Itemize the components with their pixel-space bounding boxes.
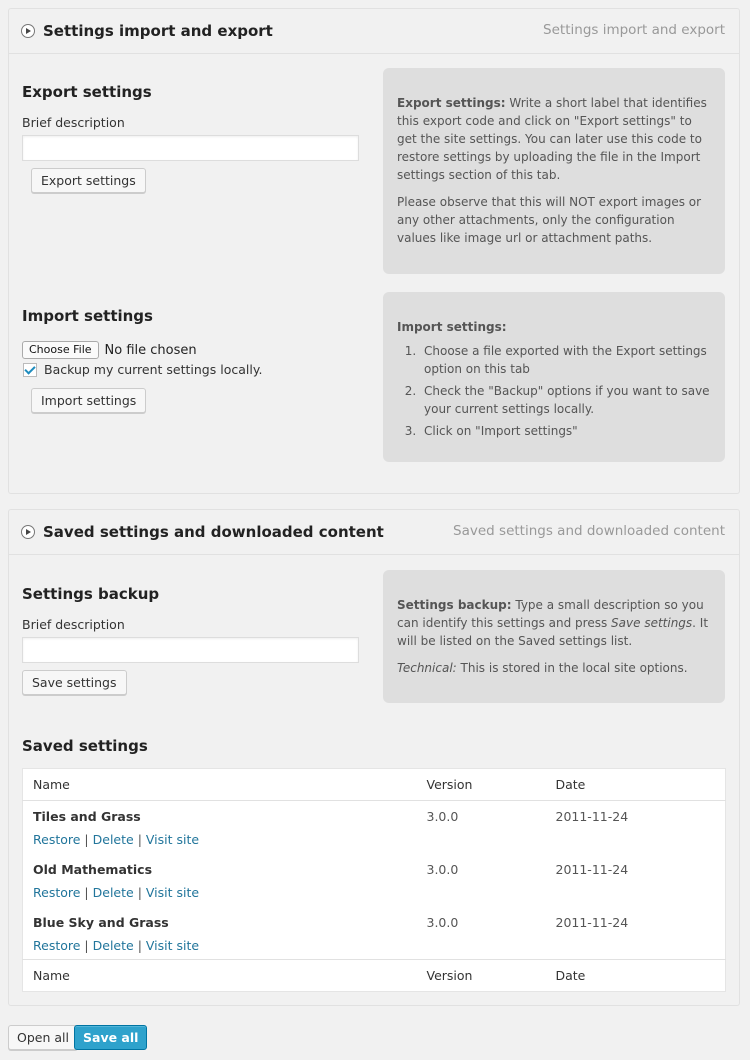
column-header-name[interactable]: Name <box>23 769 427 801</box>
backup-option <box>23 362 262 377</box>
import-heading: Import settings <box>22 307 153 325</box>
action-separator: | <box>137 832 142 847</box>
saved-settings-heading: Saved settings <box>22 737 148 755</box>
import-help-title: Import settings: <box>397 320 507 334</box>
file-chooser <box>22 341 197 359</box>
backup-help-technical: Technical: This is stored in the local site options. <box>397 661 688 675</box>
setting-name: Old Mathematics <box>33 861 153 877</box>
backup-description-input[interactable] <box>22 637 359 663</box>
open-all-button[interactable]: Open all <box>8 1025 78 1050</box>
action-separator: | <box>137 937 142 953</box>
table-row <box>23 854 726 907</box>
backup-help-box <box>383 570 725 703</box>
panel-subtitle: Settings import and export <box>543 22 725 38</box>
row-actions <box>33 938 427 953</box>
action-separator: | <box>84 884 89 900</box>
import-step: 1. Choose a file exported with the Export settings option on this tab <box>420 342 711 378</box>
import-export-panel <box>8 8 740 494</box>
row-actions <box>33 885 427 900</box>
export-description-label: Brief description <box>22 115 125 130</box>
setting-date: 2011-11-24 <box>555 914 629 930</box>
save-settings-button[interactable]: Save settings <box>22 670 127 695</box>
backup-help-text: Settings backup: Type a small description so you can identify this settings and press Save settings. It will be listed on the Saved settings list. <box>397 598 709 648</box>
no-file-text: No file chosen <box>104 342 197 358</box>
table-header-row <box>23 769 726 801</box>
import-steps <box>420 342 711 440</box>
saved-settings-table <box>22 768 726 992</box>
action-separator: | <box>84 937 89 953</box>
column-footer-version[interactable]: Version <box>427 960 556 992</box>
action-separator: | <box>84 832 89 847</box>
export-help-note: Please observe that this will NOT export images or any other attachments, only the configuration values like image url or attachment paths. <box>397 195 702 245</box>
save-all-button[interactable]: Save all <box>74 1025 147 1050</box>
panel-title: Settings import and export <box>43 22 273 40</box>
restore-link[interactable]: Restore <box>33 832 81 847</box>
setting-version: 3.0.0 <box>426 861 459 877</box>
panel-header[interactable] <box>9 510 739 555</box>
table-footer-row <box>23 960 726 992</box>
setting-name: Blue Sky and Grass <box>33 914 169 930</box>
setting-version: 3.0.0 <box>426 914 459 930</box>
row-actions <box>33 832 427 847</box>
setting-date: 2011-11-24 <box>555 861 629 877</box>
column-header-date[interactable]: Date <box>556 769 726 801</box>
expand-arrow-icon[interactable] <box>21 24 35 38</box>
export-heading: Export settings <box>22 83 152 101</box>
restore-link[interactable]: Restore <box>33 884 81 900</box>
expand-arrow-icon[interactable] <box>21 525 35 539</box>
import-step: 2. Check the "Backup" options if you want to save your current settings locally. <box>420 382 711 418</box>
delete-link[interactable]: Delete <box>92 937 134 953</box>
setting-name: Tiles and Grass <box>33 809 141 824</box>
visit-site-link[interactable]: Visit site <box>145 884 200 900</box>
panel-subtitle: Saved settings and downloaded content <box>453 523 725 539</box>
export-help-text: Export settings: Write a short label that identifies this export code and click on "Export settings" to get the site settings. You can later use this code to restore settings by uploading the file in the Import settings section of this tab. <box>397 96 707 182</box>
visit-site-link[interactable]: Visit site <box>145 832 200 847</box>
restore-link[interactable]: Restore <box>33 937 81 953</box>
backup-checkbox[interactable] <box>23 363 37 377</box>
import-help-box <box>383 292 725 462</box>
backup-label: Backup my current settings locally. <box>44 362 263 377</box>
import-settings-button[interactable]: Import settings <box>31 388 146 413</box>
setting-date: 2011-11-24 <box>555 809 629 824</box>
table-row <box>23 801 726 854</box>
saved-settings-panel <box>8 509 740 1006</box>
column-footer-name[interactable]: Name <box>23 960 427 992</box>
backup-heading: Settings backup <box>22 585 160 603</box>
export-description-input[interactable] <box>22 135 359 161</box>
visit-site-link[interactable]: Visit site <box>145 937 200 953</box>
column-footer-date[interactable]: Date <box>556 960 726 992</box>
export-settings-button[interactable]: Export settings <box>31 168 146 193</box>
panel-header[interactable] <box>9 9 739 54</box>
column-header-version[interactable]: Version <box>427 769 556 801</box>
action-separator: | <box>137 884 142 900</box>
delete-link[interactable]: Delete <box>92 832 134 847</box>
setting-version: 3.0.0 <box>426 809 459 824</box>
choose-file-button[interactable]: Choose File <box>22 341 99 359</box>
table-row <box>23 907 726 960</box>
delete-link[interactable]: Delete <box>92 884 134 900</box>
import-step: 3. Click on "Import settings" <box>420 422 711 440</box>
backup-description-label: Brief description <box>22 617 125 632</box>
panel-title: Saved settings and downloaded content <box>43 523 384 541</box>
export-help-box <box>383 68 725 274</box>
